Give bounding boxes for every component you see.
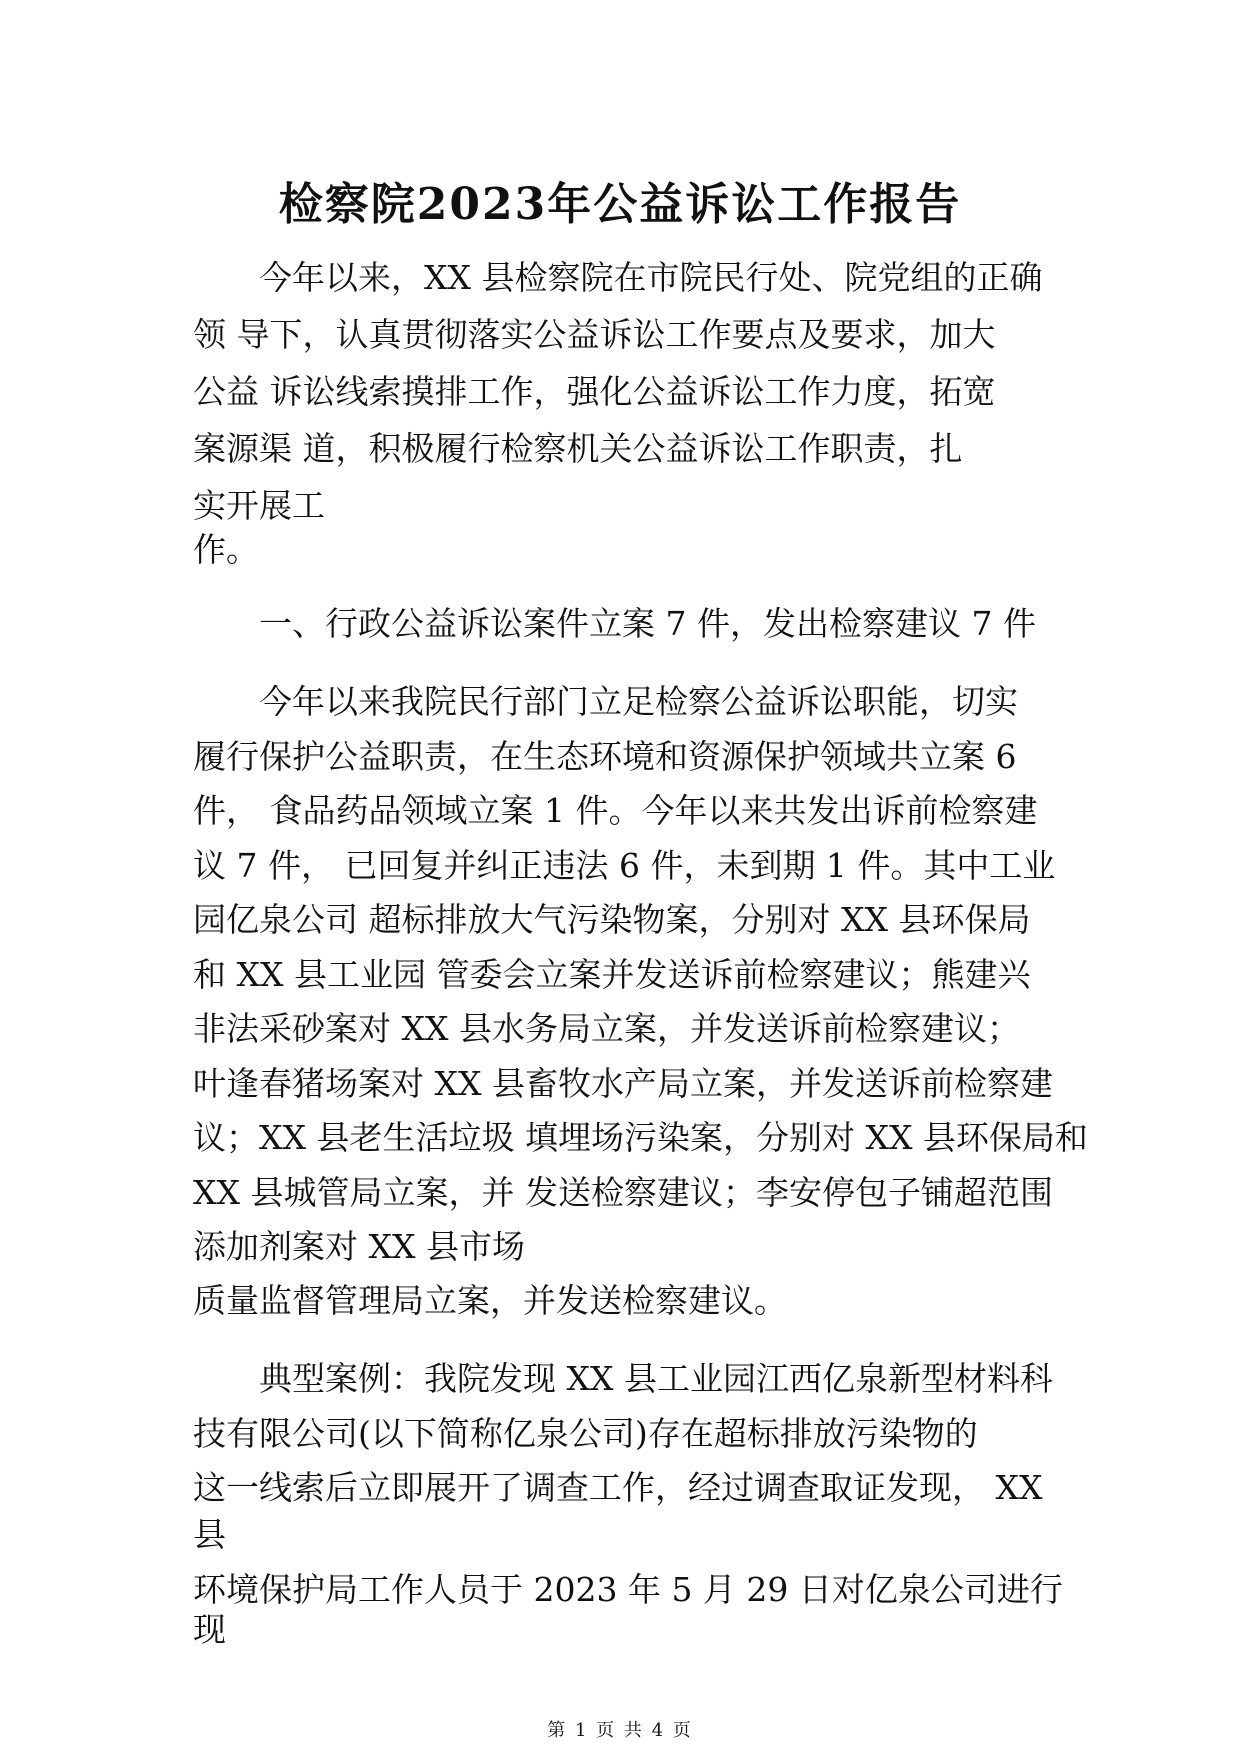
body-line: XX 县城管局立案，并 发送检察建议；李安停包子铺超范围 [193,1173,1053,1212]
body-line: 领 导下，认真贯彻落实公益诉讼工作要点及要求，加大 [193,315,996,354]
body-line: 作。 [193,530,259,569]
body-line: 环境保护局工作人员于 2023 年 5 月 29 日对亿泉公司进行 [193,1570,1063,1609]
body-line: 技有限公司(以下简称亿泉公司)存在超标排放污染物的 [193,1414,978,1453]
body-line: 典型案例：我院发现 XX 县工业园江西亿泉新型材料科 [193,1359,1053,1398]
page-indicator: 第 1 页 共 4 页 [547,1720,693,1741]
body-line: 案源渠 道，积极履行检察机关公益诉讼工作职责，扎 [193,429,963,468]
body-line: 非法采砂案对 XX 县水务局立案，并发送诉前检察建议； [193,1009,1020,1048]
body-line: 今年以来，XX 县检察院在市院民行处、院党组的正确 [193,258,1043,297]
body-line: 质量监督管理局立案，并发送检察建议。 [193,1281,787,1320]
body-line: 叶逢春猪场案对 XX 县畜牧水产局立案，并发送诉前检察建 [193,1064,1053,1103]
document-title: 检察院2023年公益诉讼工作报告 [278,179,962,230]
body-line: 实开展工 [193,486,325,525]
body-line: 公益 诉讼线索摸排工作，强化公益诉讼工作力度，拓宽 [193,372,996,411]
body-line: 这一线索后立即展开了调查工作，经过调查取证发现， XX [193,1468,1043,1507]
body-line: 县 [193,1515,226,1554]
body-line: 议；XX 县老生活垃圾 填埋场污染案，分别对 XX 县环保局和 [193,1118,1088,1157]
body-line: 今年以来我院民行部门立足检察公益诉讼职能，切实 [193,682,1018,721]
body-line: 议 7 件， 已回复并纠正违法 6 件，未到期 1 件。其中工业 [193,846,1056,885]
body-line: 添加剂案对 XX 县市场 [193,1227,525,1266]
body-line: 园亿泉公司 超标排放大气污染物案，分别对 XX 县环保局 [193,900,1031,939]
body-line: 件， 食品药品领域立案 1 件。今年以来共发出诉前检察建 [193,791,1038,830]
section-heading: 一、行政公益诉讼案件立案 7 件，发出检察建议 7 件 [193,604,1036,643]
body-line: 履行保护公益职责，在生态环境和资源保护领域共立案 6 [193,737,1017,776]
body-line: 现 [193,1610,226,1649]
body-line: 和 XX 县工业园 管委会立案并发送诉前检察建议；熊建兴 [193,955,1031,994]
